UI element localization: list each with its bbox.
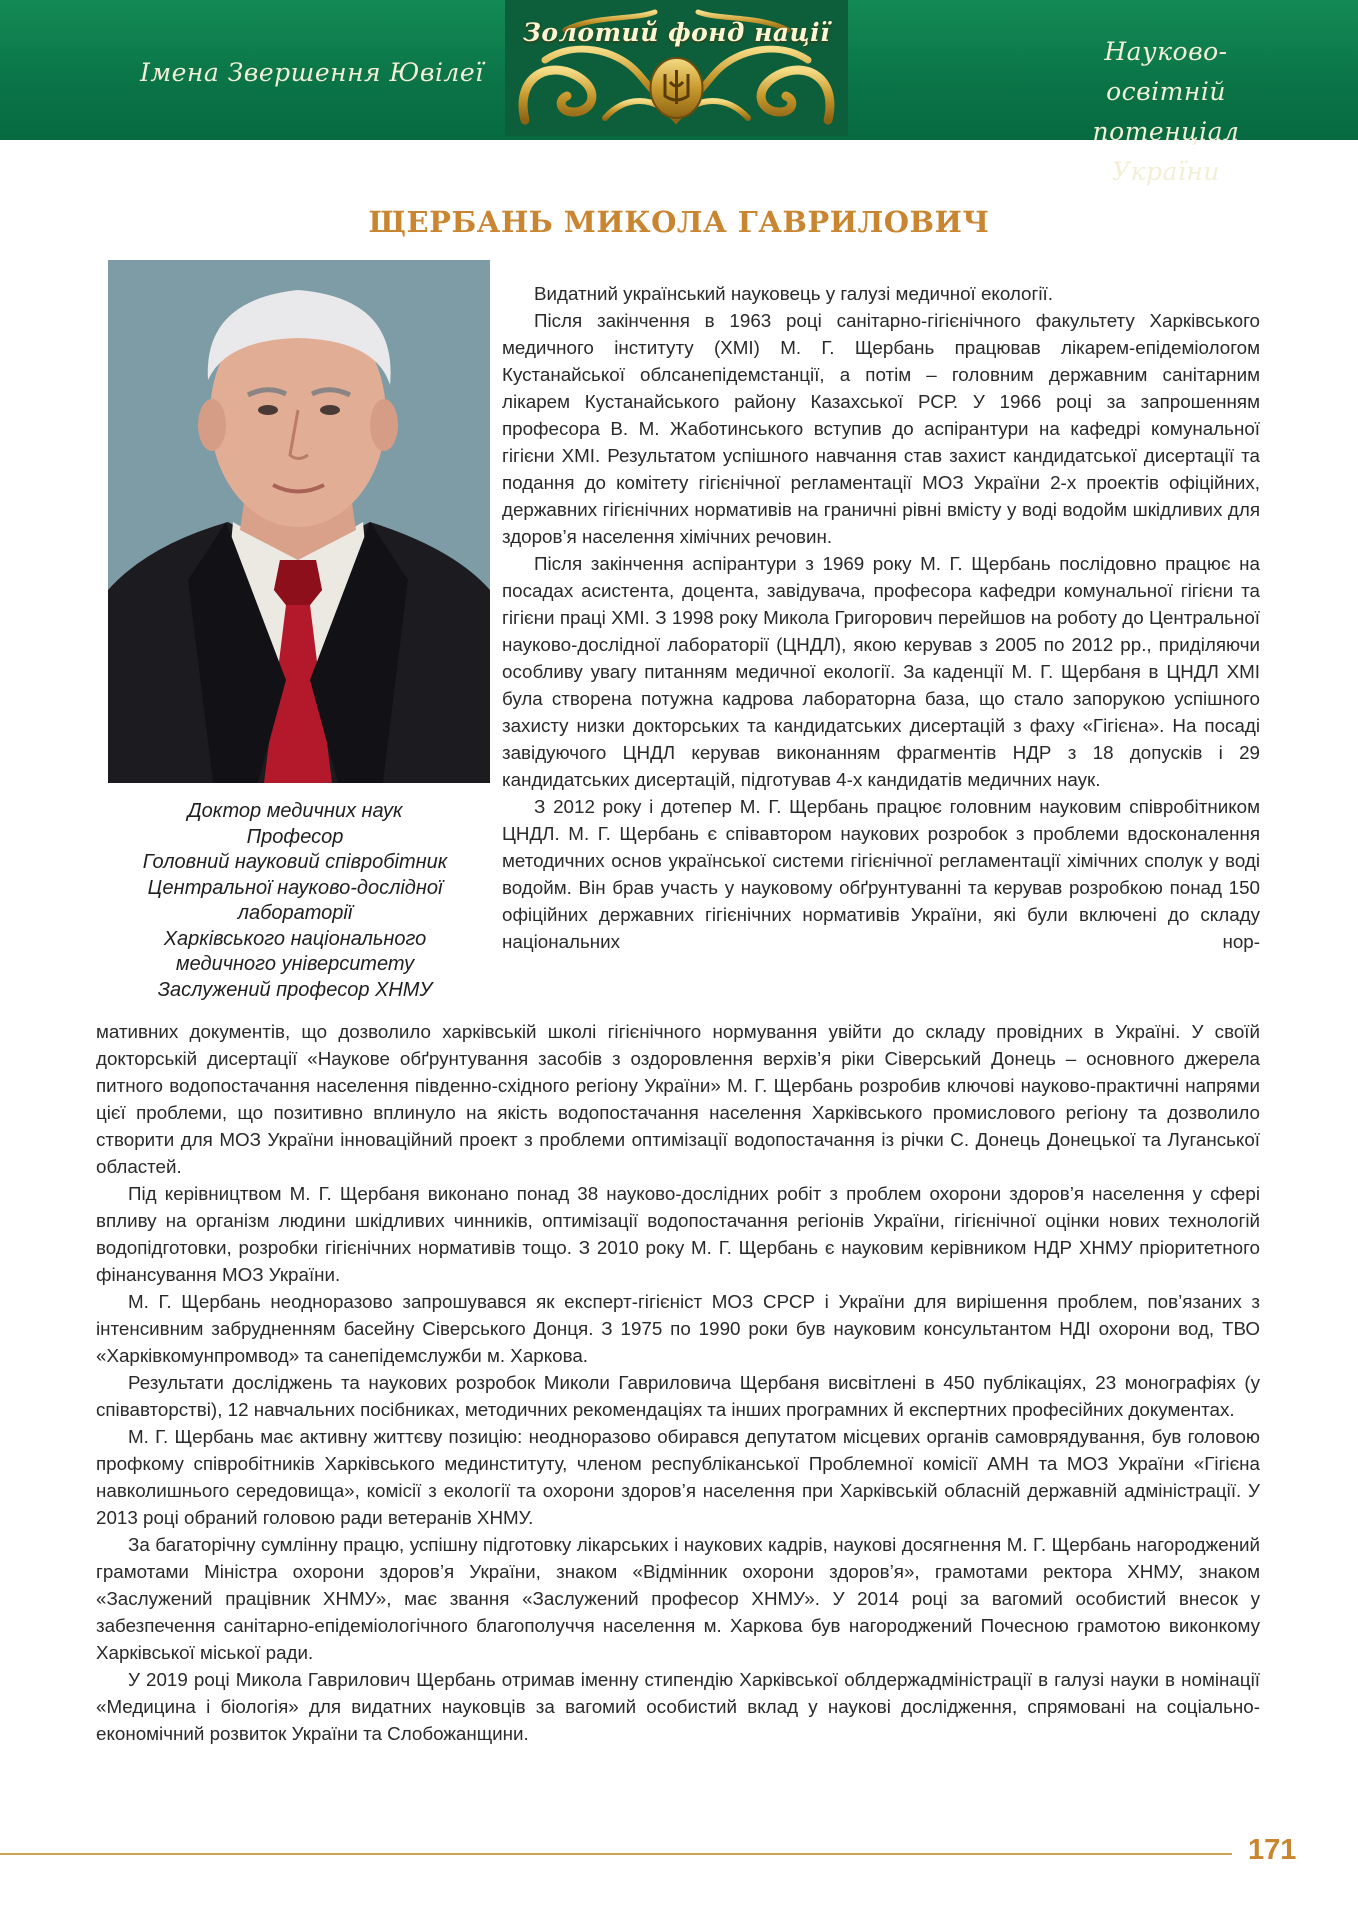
article-body-column (502, 280, 1260, 955)
caption-line: Харківського національного (163, 927, 427, 950)
body-paragraph: Видатний український науковець у галузі медичної екології. (534, 283, 1053, 304)
emblem-title: Золотий фонд нації (522, 18, 831, 47)
footer-rule (0, 1853, 1232, 1855)
body-paragraph: М. Г. Щербань має активну життєву позицію: неодноразово обирався депутатом місцевих органів самоврядування, був головою профкому співробітників Харківського мединституту, членом республіканської Проблемної комісії АМН та МОЗ України «Гігієна навколишнього середовища», комісії з екології та охорони здоров’я населення при Харківській обласній державній адміністрації. У 2013 році обраний головою ради ветеранів ХНМУ. (96, 1426, 1260, 1528)
body-paragraph: Після закінчення аспірантури з 1969 року М. Г. Щербань послідовно працює на посадах асистента, доцента, завідувача, професора кафедри комунальної гігієни та гігієни праці ХМІ. З 1998 року Микола Григорович перейшов на роботу до Центральної науково-дослідної лабораторії (ЦНДЛ), якою керував з 2005 по 2012 рр., приділяючи особливу увагу питанням медичної екології. За каденції М. Г. Щербаня в ЦНДЛ ХМІ була створена потужна кадрова лабораторна база, що стало запорукою успішного захисту низки докторських та кандидатських дисертацій з фаху «Гігієна». На посаді завідуючого ЦНДЛ керував виконанням фрагментів НДР з 18 допусків і 29 кандидатських дисертацій, підготував 4-х кандидатів медичних наук. (502, 553, 1260, 790)
header-series-label (1046, 32, 1286, 192)
portrait-photo (108, 260, 490, 783)
golden-fund-emblem (505, 0, 848, 136)
page-number: 171 (1248, 1834, 1297, 1866)
body-paragraph: У 2019 році Микола Гаврилович Щербань отримав іменну стипендію Харківської облдержадміністрації в галузі науки в номінації «Медицина і біологія» для видатних науковців за вагомий особистий вклад у наукові дослідження, спрямовані на соціально-економічний розвиток України та Слобожанщини. (96, 1669, 1260, 1744)
header-series-line-1: Науково-освітній (1104, 37, 1228, 106)
portrait-illustration (108, 260, 490, 783)
article-body-full (96, 1018, 1260, 1747)
header-series-line-2: потенціал України (1092, 117, 1240, 186)
body-paragraph: Після закінчення в 1963 році санітарно-гігієнічного факультету Харківського медичного інституту (ХМІ) М. Г. Щербань працював лікарем-епідеміологом Кустанайської облсанепідемстанції, а потім – головним державним санітарним лікарем Кустанайського району Казахської РСР. У 1966 році за запрошенням професора В. М. Жаботинського вступив до аспірантури на кафедрі комунальної гігієни ХМІ. Результатом успішного навчання став захист кандидатської дисертації та подання до комітету гігієнічної регламентації МОЗ України 2-х проектів офіційних, державних гігієнічних нормативів на граничні рівні вмісту у воді водойм шкідливих для здоров’я населення хімічних речовин. (502, 310, 1260, 547)
caption-line: лабораторії (237, 902, 353, 924)
caption-line: Професор (246, 825, 344, 848)
portrait-caption (100, 799, 490, 1003)
body-paragraph: М. Г. Щербань неодноразово запрошувався як експерт-гігієніст МОЗ СРСР і України для вирішення проблем, пов’язаних з інтенсивним забрудненням басейну Сіверського Донця. З 1975 по 1990 роки був науковим консультантом НДІ охорони вод, ТВО «Харківкомунпромвод» та санепідемслужби м. Харкова. (96, 1291, 1260, 1366)
caption-line: Головний науковий співробітник (142, 851, 448, 873)
header-section-label: Імена Звершення Ювілеї (140, 58, 484, 87)
caption-line: Центральної науково-дослідної (147, 876, 443, 899)
caption-line: Заслужений професор ХНМУ (157, 978, 433, 1001)
caption-line: медичного університету (175, 953, 415, 975)
caption-line: Доктор медичних наук (187, 800, 403, 822)
body-paragraph: Під керівництвом М. Г. Щербаня виконано понад 38 науково-дослідних робіт з проблем охорони здоров’я населення у сфері впливу на організм людини шкідливих чинників, оптимізації водопостачання регіонів України, гігієнічної оцінки нових технологій водопідготовки, розробки гігієнічних нормативів тощо. З 2010 року М. Г. Щербань є науковим керівником НДР ХНМУ пріоритетного фінансування МОЗ України. (96, 1183, 1260, 1285)
body-paragraph-continued: мативних документів, що дозволило харківській школі гігієнічного нормування увійти до складу провідних в Україні. У своїй докторській дисертації «Наукове обґрунтування засобів з оздоровлення верхів’я ріки Сіверський Донець – основного джерела питного водопостачання населення південно-східного регіону України» М. Г. Щербань розробив ключові науково-практичні напрями цієї проблеми, що позитивно вплинуло на якість водопостачання населення Харківського промислового регіону та дозволило створити для МОЗ України інноваційний проект з проблеми оптимізації водопостачання із річки С. Донець Донецької та Луганської областей. (96, 1021, 1260, 1177)
body-paragraph: Результати досліджень та наукових розробок Миколи Гавриловича Щербаня висвітлені в 450 публікаціях, 23 монографіях (у співавторстві), 12 навчальних посібниках, методичних рекомендаціях та інших програмних й експертних професійних документах. (96, 1372, 1260, 1420)
article-title: ЩЕРБАНЬ МИКОЛА ГАВРИЛОВИЧ (368, 205, 990, 239)
header-band (0, 0, 1358, 186)
body-paragraph: З 2012 року і дотепер М. Г. Щербань працює головним науковим співробітником ЦНДЛ. М. Г. Щербань є співавтором наукових розробок з проблеми вдосконалення методичних основ української системи гігієнічної регламентації хімічних сполук у воді водойм. Він брав участь у науковому обґрунтуванні та керував розробкою понад 150 офіційних державних гігієнічних нормативів України, які були включені до складу національних нор- (502, 796, 1260, 952)
body-paragraph: За багаторічну сумлінну працю, успішну підготовку лікарських і наукових кадрів, наукові досягнення М. Г. Щербань нагороджений грамотами Міністра охорони здоров’я України, знаком «Відмінник охорони здоров’я», грамотами ректора ХНМУ, знаком «Заслужений працівник ХНМУ», має звання «Заслужений професор ХНМУ». У 2014 році за вагомий особистий внесок у забезпечення санітарно-епідеміологічного благополуччя населення м. Харкова був нагороджений Почесною грамотою виконкому Харківської міської ради. (96, 1534, 1260, 1663)
